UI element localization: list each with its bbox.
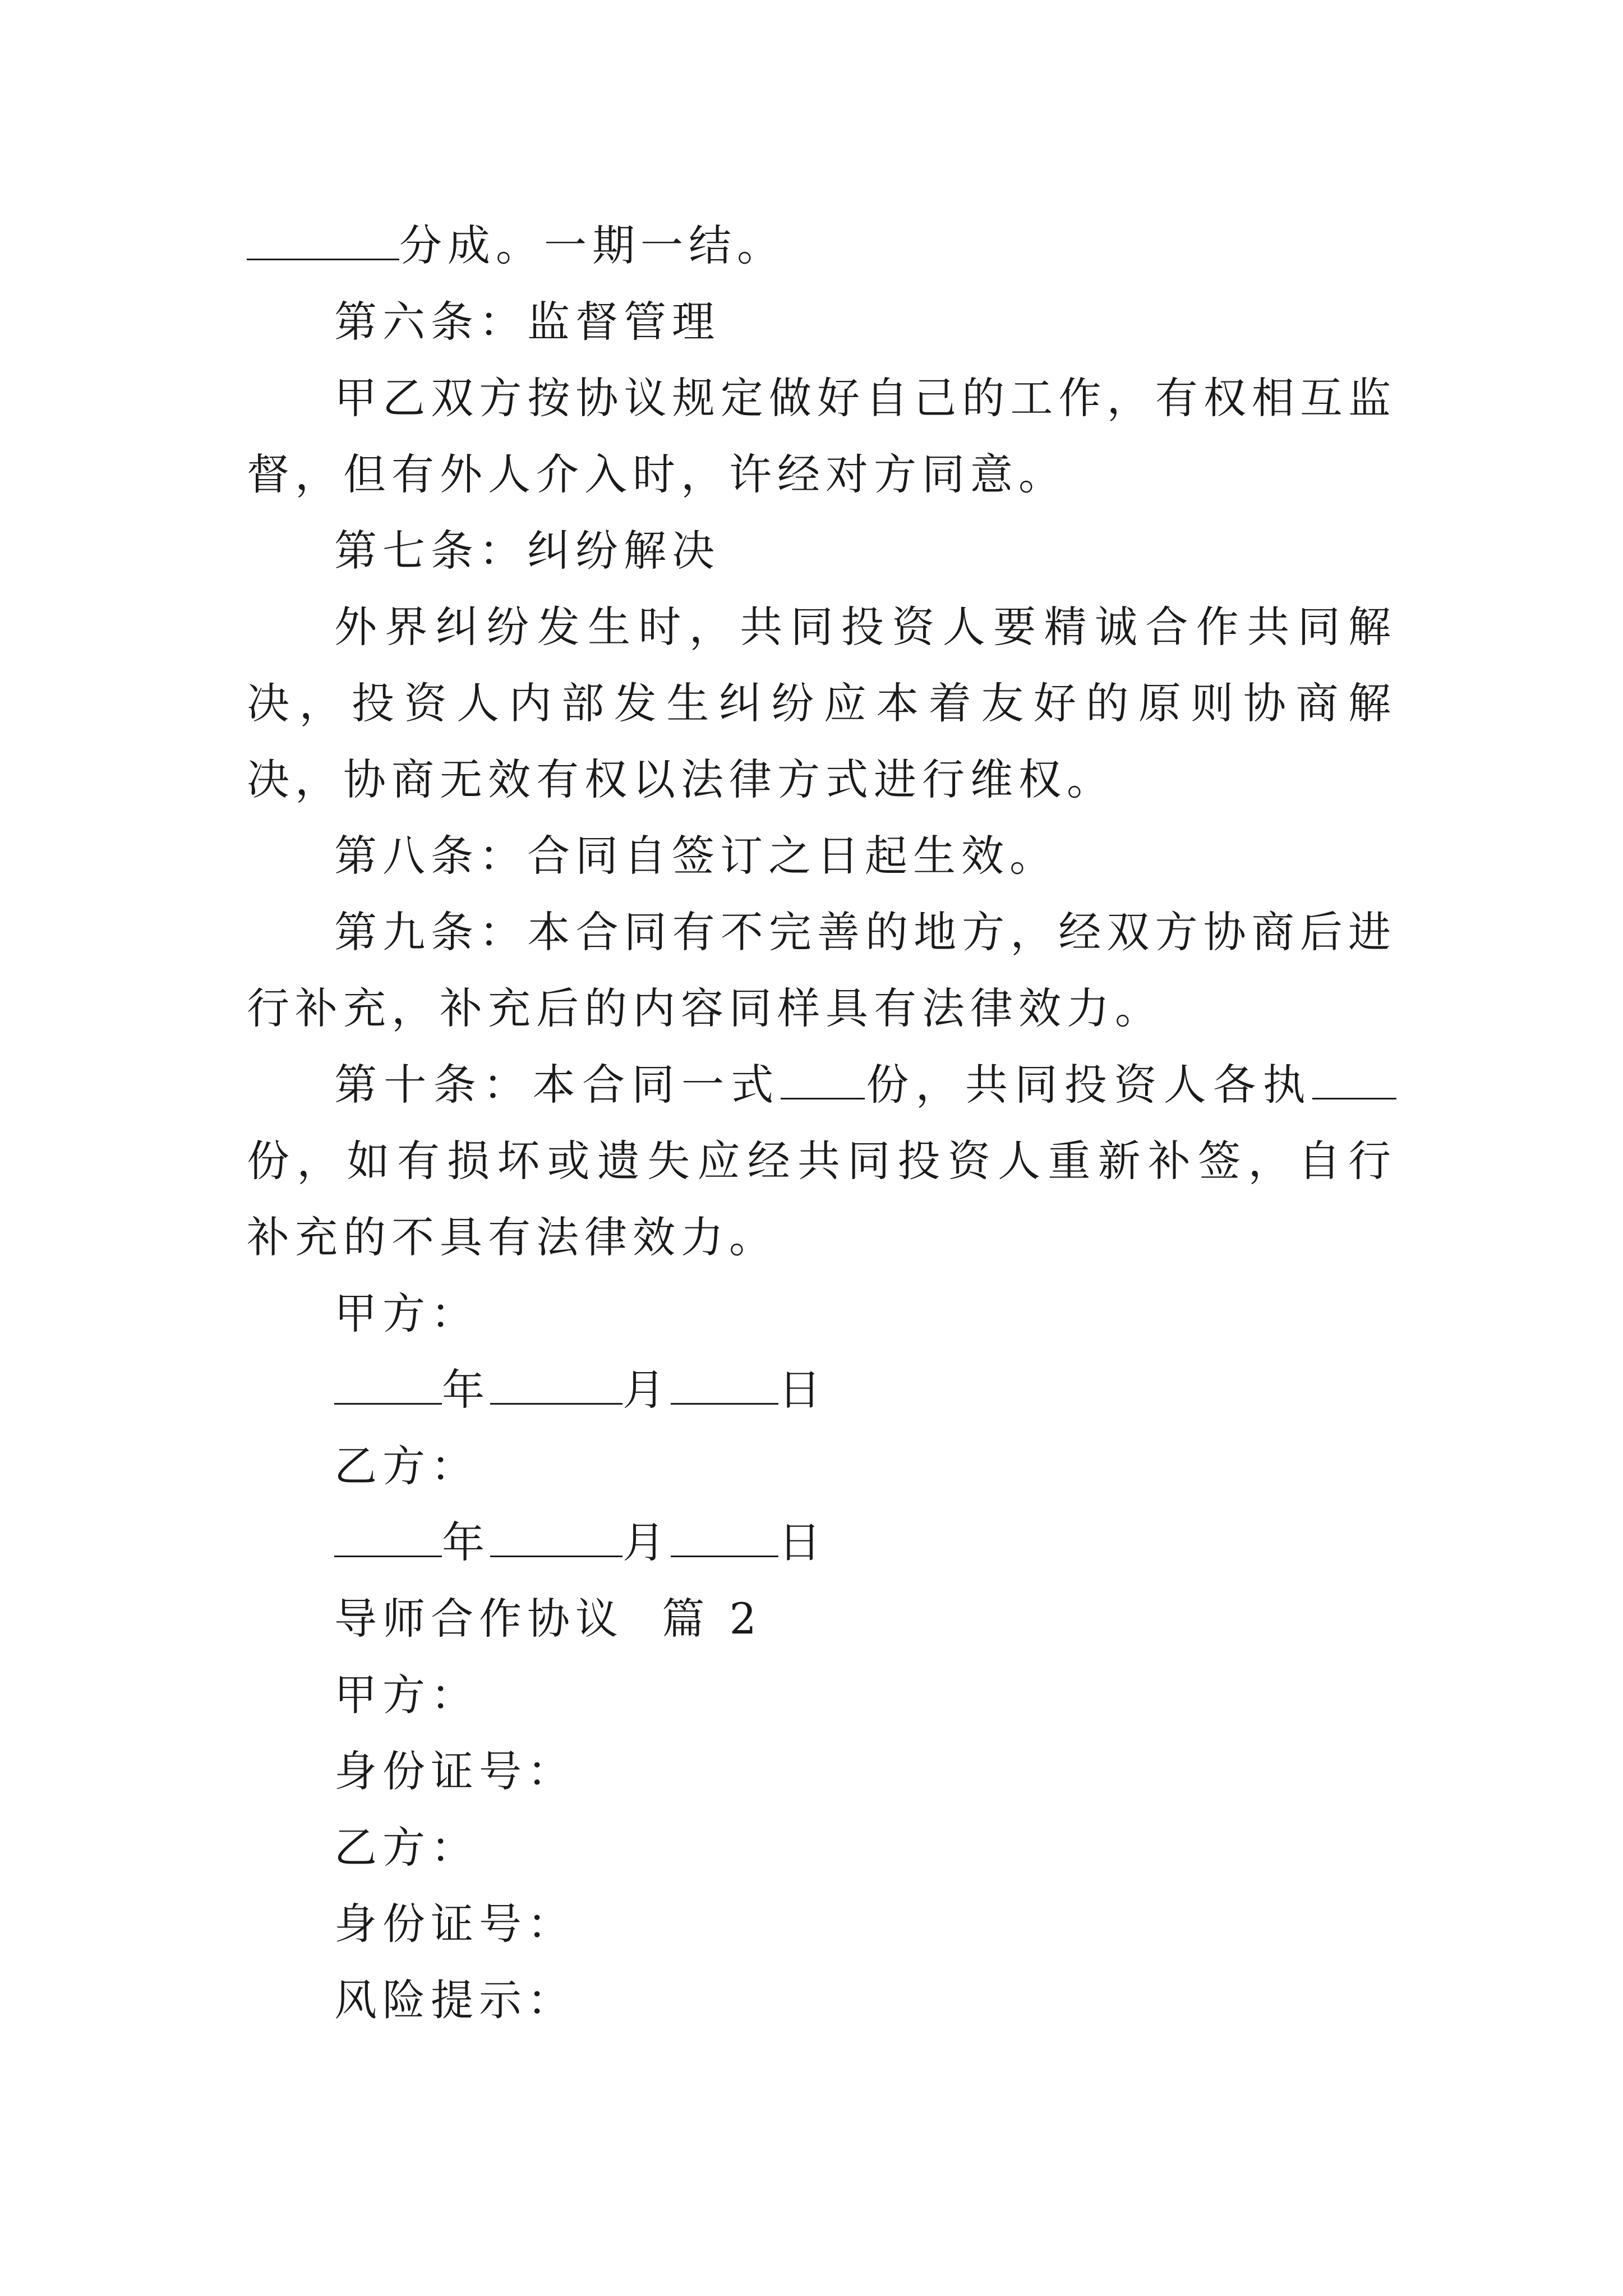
blank-year [334, 1365, 442, 1405]
label-id-number-a: 身份证号： [334, 1746, 575, 1796]
blank-copies-each [1312, 1060, 1396, 1099]
paragraph-article-10 [247, 1047, 1396, 1276]
label-party-a: 甲方： [334, 1289, 479, 1338]
paragraph-share-ratio [247, 208, 1396, 284]
label-month: 月 [623, 1365, 671, 1415]
paragraph-article-8: 第八条：合同自签订之日起生效。 [334, 831, 1058, 881]
label-day: 日 [778, 1365, 827, 1415]
heading-article-6: 第六条：监督管理 [334, 297, 720, 347]
label-party-b-2: 乙方： [334, 1823, 479, 1872]
blank-copies-total [781, 1060, 865, 1099]
document-page [247, 208, 1396, 2039]
label-day: 日 [778, 1517, 827, 1567]
label-id-number-b: 身份证号： [334, 1899, 575, 1949]
date-line-a [247, 1352, 1396, 1428]
label-risk-notice: 风险提示： [334, 1975, 575, 2025]
label-month: 月 [623, 1517, 671, 1567]
date-line-b [247, 1504, 1396, 1581]
text: 第十条：本合同一式 [334, 1060, 781, 1110]
blank-month [490, 1365, 623, 1405]
text: 份，共同投资人各执 [864, 1060, 1313, 1110]
paragraph-dispute: 外界纠纷发生时，共同投资人要精诚合作共同解决，投资人内部发生纠纷应本着友好的原则协商解决，协商无效有权以法律方式进行维权。 [247, 602, 1396, 804]
text: 分成。一期一结。 [399, 220, 785, 270]
blank-day [671, 1365, 778, 1405]
paragraph-supervision: 甲乙双方按协议规定做好自己的工作，有权相互监督，但有外人介入时，许经对方同意。 [247, 373, 1396, 499]
blank-line [247, 220, 399, 260]
label-party-b: 乙方： [334, 1441, 479, 1491]
blank-month [490, 1517, 623, 1557]
heading-article-7: 第七条：纠纷解决 [334, 526, 720, 576]
blank-year [334, 1517, 442, 1557]
label-year: 年 [442, 1517, 490, 1567]
text: 份，如有损坏或遗失应经共同投资人重新补签，自行补充的不具有法律效力。 [247, 1136, 1396, 1262]
label-party-a-2: 甲方： [334, 1670, 479, 1720]
label-year: 年 [442, 1365, 490, 1415]
paragraph-article-9: 第九条：本合同有不完善的地方，经双方协商后进行补充，补充后的内容同样具有法律效力。 [247, 907, 1396, 1033]
section-title: 导师合作协议 篇 2 [334, 1594, 762, 1644]
blank-day [671, 1517, 778, 1557]
